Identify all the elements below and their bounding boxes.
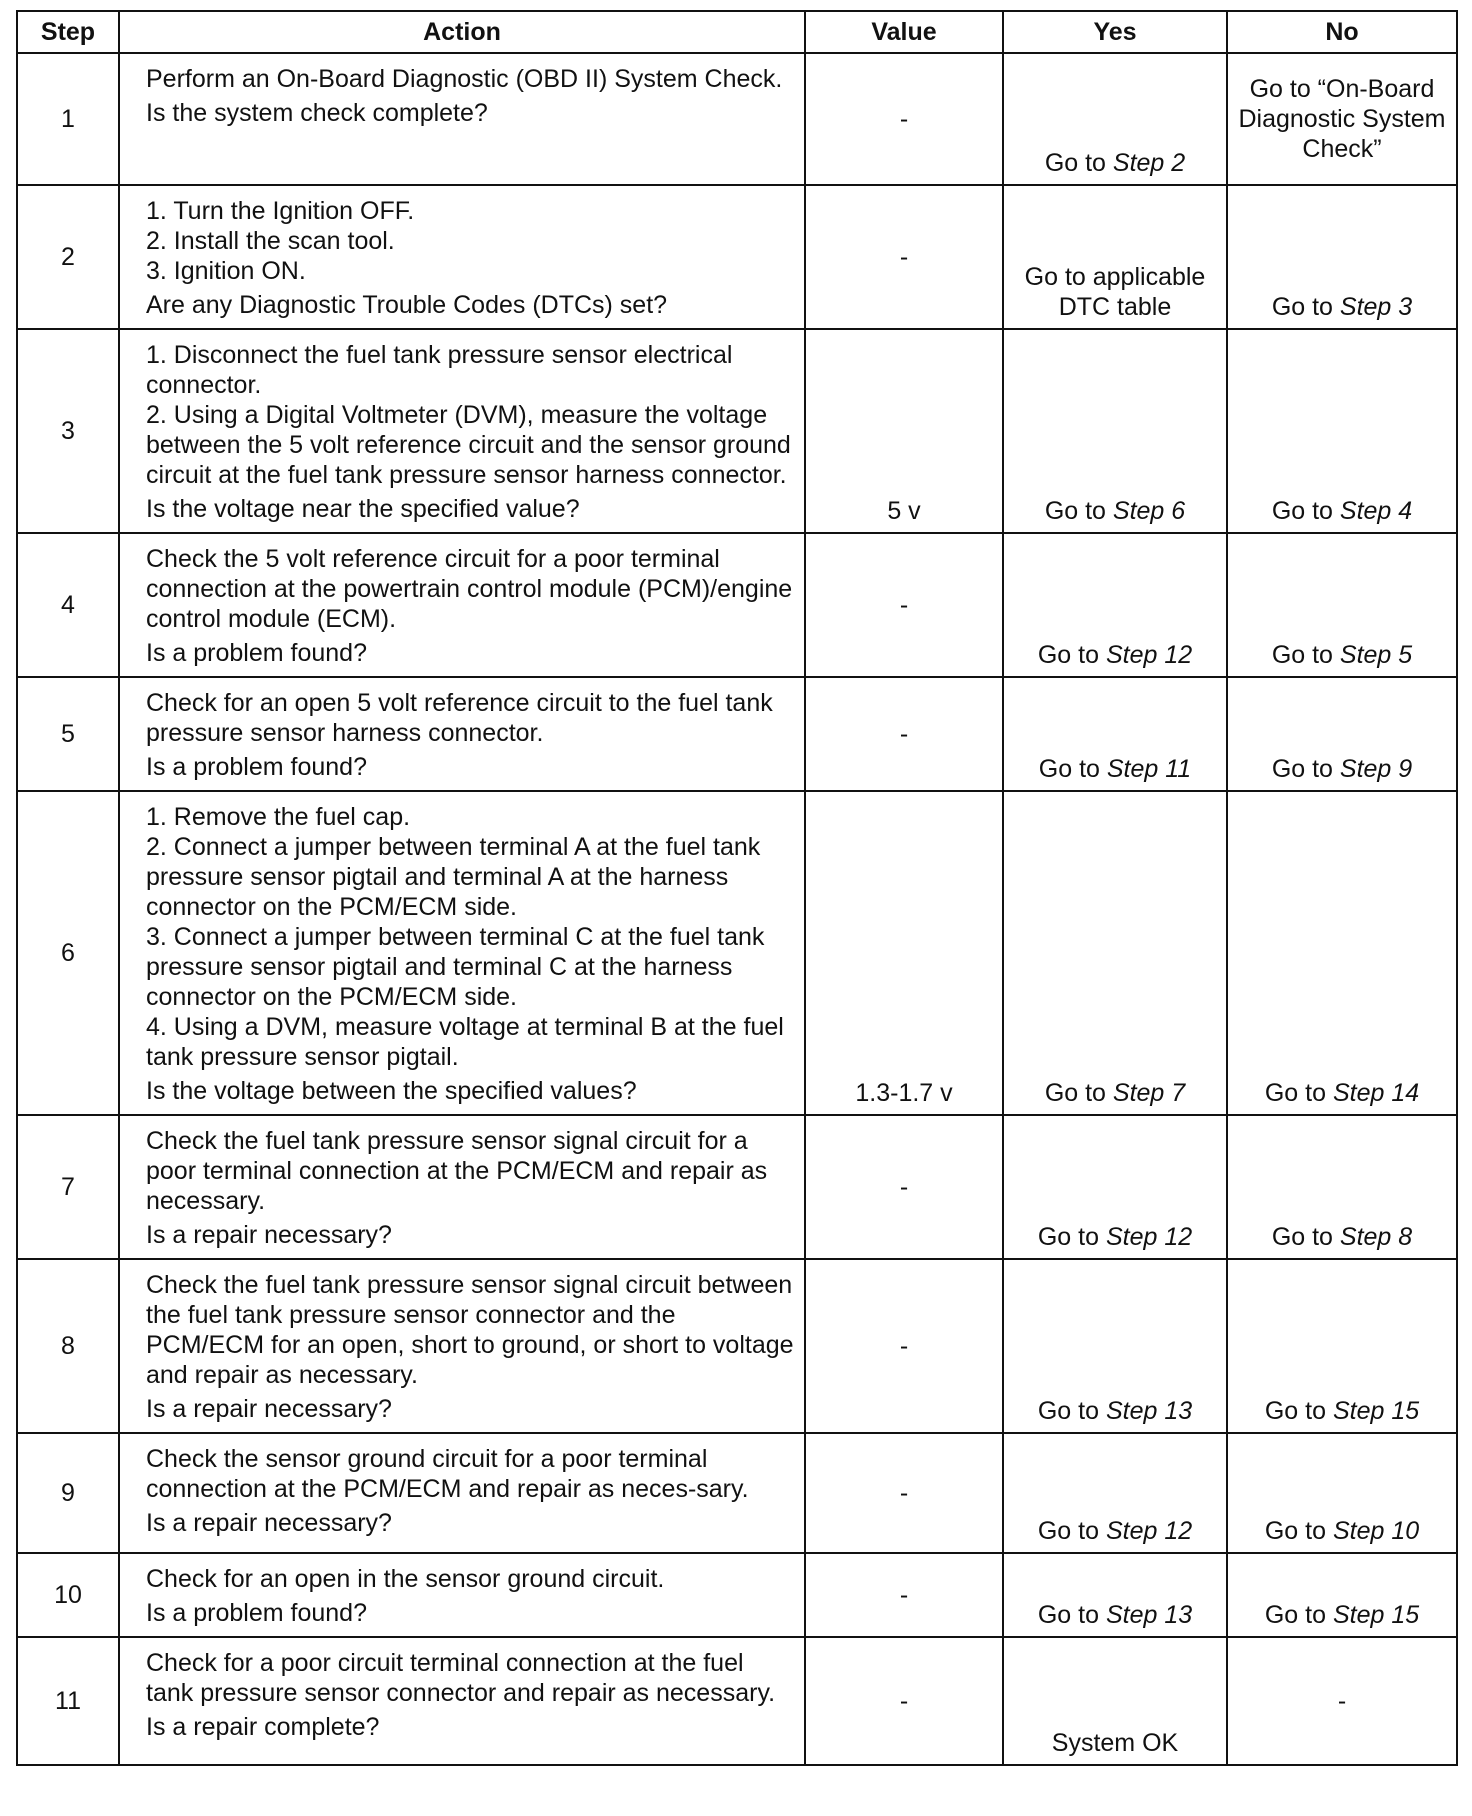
yes-text: Go to [1044, 149, 1113, 177]
action-list-item-text: 4. Using a DVM, measure voltage at terminal B at the fuel tank pressure sensor pigtail. [146, 1013, 784, 1071]
action-text: Check the fuel tank pressure sensor signal circuit for a poor terminal connection at the PCM/ECM and repair as necessary. [146, 1127, 768, 1215]
value-cell [805, 185, 1003, 329]
action-text: Check the fuel tank pressure sensor signal circuit between the fuel tank pressure sensor connector and the PCM/ECM for an open, short to ground, or short to voltage and repair as necessary. [146, 1271, 794, 1389]
value-cell [805, 533, 1003, 677]
action-cell [119, 677, 805, 791]
action-question: Is a repair necessary? [146, 1221, 392, 1249]
step-number-cell: 5 [17, 677, 119, 791]
value-cell [805, 1433, 1003, 1553]
action-text: Check for a poor circuit terminal connection at the fuel tank pressure sensor connector and repair as necessary. [146, 1649, 776, 1707]
action-cell [119, 1553, 805, 1637]
no-cell [1227, 1115, 1457, 1259]
action-text: Check for an open in the sensor ground circuit. [146, 1565, 665, 1593]
yes-text: Go to [1037, 1517, 1106, 1545]
value-cell [805, 1259, 1003, 1433]
value-text: 1.3-1.7 v [855, 1079, 953, 1107]
yes-cell [1003, 329, 1227, 533]
action-list-item [146, 340, 794, 400]
action-text: Perform an On-Board Diagnostic (OBD II) System Check. [146, 65, 783, 93]
step-number-cell: 11 [17, 1637, 119, 1765]
yes-text: Go to [1037, 1601, 1106, 1629]
value-text: - [899, 105, 909, 133]
yes-cell [1003, 1553, 1227, 1637]
value-cell [805, 1637, 1003, 1765]
yes-cell [1003, 1259, 1227, 1433]
value-cell [805, 1553, 1003, 1637]
action-question: Is a problem found? [146, 639, 367, 667]
value-text: 5 v [887, 497, 921, 525]
action-cell [119, 791, 805, 1115]
no-step-ref: Step 3 [1339, 293, 1413, 321]
action-list-item-text: 1. Disconnect the fuel tank pressure sensor electrical connector. [146, 341, 733, 399]
header-action: Action [119, 11, 805, 53]
table-row [17, 329, 1457, 533]
yes-cell [1003, 1433, 1227, 1553]
no-step-ref: Step 10 [1332, 1517, 1420, 1545]
action-list-item [146, 256, 794, 286]
no-step-ref: Step 5 [1339, 641, 1413, 669]
yes-cell [1003, 53, 1227, 185]
action-question: Is a repair complete? [146, 1713, 380, 1741]
yes-step-ref: Step 6 [1112, 497, 1186, 525]
header-yes: Yes [1003, 11, 1227, 53]
value-text: - [899, 1479, 909, 1507]
yes-cell [1003, 533, 1227, 677]
table-row [17, 1433, 1457, 1553]
no-text: Go to [1271, 293, 1340, 321]
action-list-item-text: 3. Connect a jumper between terminal C at the fuel tank pressure sensor pigtail and terminal C at the harness connector on the PCM/ECM side. [146, 923, 765, 1011]
action-question: Is a repair necessary? [146, 1509, 392, 1537]
action-list-item [146, 802, 794, 832]
no-cell [1227, 533, 1457, 677]
no-cell [1227, 1433, 1457, 1553]
yes-cell [1003, 791, 1227, 1115]
no-step-ref: Step 4 [1339, 497, 1413, 525]
value-text: - [899, 1687, 909, 1715]
no-text: Go to [1271, 1223, 1340, 1251]
table-row [17, 791, 1457, 1115]
table-row [17, 185, 1457, 329]
yes-step-ref: Step 7 [1112, 1079, 1186, 1107]
action-list-item-text: 2. Using a Digital Voltmeter (DVM), measure the voltage between the 5 volt reference circuit and the sensor ground circuit at the fuel tank pressure sensor harness connector. [146, 401, 791, 489]
yes-cell [1003, 1115, 1227, 1259]
yes-step-ref: Step 13 [1105, 1601, 1193, 1629]
no-cell [1227, 53, 1457, 185]
diagnostic-table-page [16, 10, 1456, 1766]
value-text: - [899, 1581, 909, 1609]
no-text: Go to [1264, 1601, 1333, 1629]
step-number-cell: 10 [17, 1553, 119, 1637]
step-number-cell: 2 [17, 185, 119, 329]
yes-text: Go to [1044, 1079, 1113, 1107]
action-list-item [146, 1012, 794, 1072]
no-text: Go to [1271, 497, 1340, 525]
no-step-ref: Step 15 [1332, 1397, 1420, 1425]
step-number-cell: 4 [17, 533, 119, 677]
action-list-item [146, 226, 794, 256]
value-text: - [899, 591, 909, 619]
no-cell [1227, 1259, 1457, 1433]
no-step-ref: Step 15 [1332, 1601, 1420, 1629]
table-row [17, 1259, 1457, 1433]
value-text: - [899, 1332, 909, 1360]
yes-step-ref: Step 12 [1105, 1223, 1193, 1251]
yes-step-ref: Step 12 [1105, 1517, 1193, 1545]
action-list-item-text: 1. Turn the Ignition OFF. [146, 197, 415, 225]
action-cell [119, 185, 805, 329]
value-text: - [899, 243, 909, 271]
yes-cell [1003, 1637, 1227, 1765]
action-cell [119, 533, 805, 677]
value-cell [805, 53, 1003, 185]
no-text: Go to [1271, 641, 1340, 669]
action-text: Check for an open 5 volt reference circuit to the fuel tank pressure sensor harness connector. [146, 689, 773, 747]
no-text: Go to [1264, 1397, 1333, 1425]
table-row [17, 533, 1457, 677]
no-text: Go to [1271, 755, 1340, 783]
step-number-cell: 7 [17, 1115, 119, 1259]
yes-text: Go to [1037, 641, 1106, 669]
no-cell [1227, 185, 1457, 329]
header-no: No [1227, 11, 1457, 53]
action-list-item [146, 196, 794, 226]
no-step-ref: Step 14 [1332, 1079, 1420, 1107]
yes-step-ref: Step 13 [1105, 1397, 1193, 1425]
action-question: Is the system check complete? [146, 99, 488, 127]
yes-text: Go to [1044, 497, 1113, 525]
header-value: Value [805, 11, 1003, 53]
yes-step-ref: Step 2 [1112, 149, 1186, 177]
action-question: Is a repair necessary? [146, 1395, 392, 1423]
action-cell [119, 1637, 805, 1765]
step-number-cell: 3 [17, 329, 119, 533]
table-row [17, 677, 1457, 791]
action-list-item-text: 2. Install the scan tool. [146, 227, 395, 255]
table-row [17, 1637, 1457, 1765]
no-cell [1227, 791, 1457, 1115]
no-step-ref: Step 9 [1339, 755, 1413, 783]
action-list-item [146, 400, 794, 490]
action-question: Are any Diagnostic Trouble Codes (DTCs) set? [146, 291, 668, 319]
no-cell [1227, 677, 1457, 791]
step-number-cell: 6 [17, 791, 119, 1115]
action-cell [119, 53, 805, 185]
action-question: Is the voltage between the specified values? [146, 1077, 637, 1105]
action-list-item-text: 3. Ignition ON. [146, 257, 306, 285]
action-cell [119, 329, 805, 533]
yes-text: Go to [1037, 1397, 1106, 1425]
action-cell [119, 1433, 805, 1553]
yes-text: Go to applicable DTC table [1024, 263, 1206, 321]
value-cell [805, 791, 1003, 1115]
no-cell [1227, 329, 1457, 533]
step-number-cell: 9 [17, 1433, 119, 1553]
yes-text: Go to [1037, 1223, 1106, 1251]
header-row [17, 11, 1457, 53]
action-question: Is a problem found? [146, 1599, 367, 1627]
action-list-item [146, 922, 794, 1012]
yes-text: Go to [1038, 755, 1107, 783]
table-row [17, 1115, 1457, 1259]
header-step: Step [17, 11, 119, 53]
action-list-item [146, 832, 794, 922]
action-question: Is a problem found? [146, 753, 367, 781]
yes-text: System OK [1051, 1729, 1179, 1757]
yes-cell [1003, 185, 1227, 329]
value-cell [805, 1115, 1003, 1259]
action-question: Is the voltage near the specified value? [146, 495, 580, 523]
yes-step-ref: Step 11 [1106, 755, 1192, 783]
value-cell [805, 329, 1003, 533]
no-text: - [1337, 1687, 1347, 1715]
table-row [17, 1553, 1457, 1637]
action-cell [119, 1115, 805, 1259]
action-text: Check the sensor ground circuit for a poor terminal connection at the PCM/ECM and repair as neces-sary. [146, 1445, 749, 1503]
value-cell [805, 677, 1003, 791]
action-text: Check the 5 volt reference circuit for a poor terminal connection at the powertrain control module (PCM)/engine control module (ECM). [146, 545, 793, 633]
action-list-item-text: 2. Connect a jumper between terminal A at the fuel tank pressure sensor pigtail and terminal A at the harness connector on the PCM/ECM side. [146, 833, 761, 921]
value-text: - [899, 720, 909, 748]
step-number-cell: 1 [17, 53, 119, 185]
yes-cell [1003, 677, 1227, 791]
value-text: - [899, 1173, 909, 1201]
table-row [17, 53, 1457, 185]
no-step-ref: Step 8 [1339, 1223, 1413, 1251]
no-text: Go to [1264, 1079, 1333, 1107]
action-cell [119, 1259, 805, 1433]
no-text: Go to [1264, 1517, 1333, 1545]
no-cell [1227, 1553, 1457, 1637]
diagnostic-table [16, 10, 1458, 1766]
no-text: Go to “On-Board Diagnostic System Check” [1238, 75, 1446, 163]
step-number-cell: 8 [17, 1259, 119, 1433]
no-cell [1227, 1637, 1457, 1765]
action-list-item-text: 1. Remove the fuel cap. [146, 803, 411, 831]
yes-step-ref: Step 12 [1105, 641, 1193, 669]
